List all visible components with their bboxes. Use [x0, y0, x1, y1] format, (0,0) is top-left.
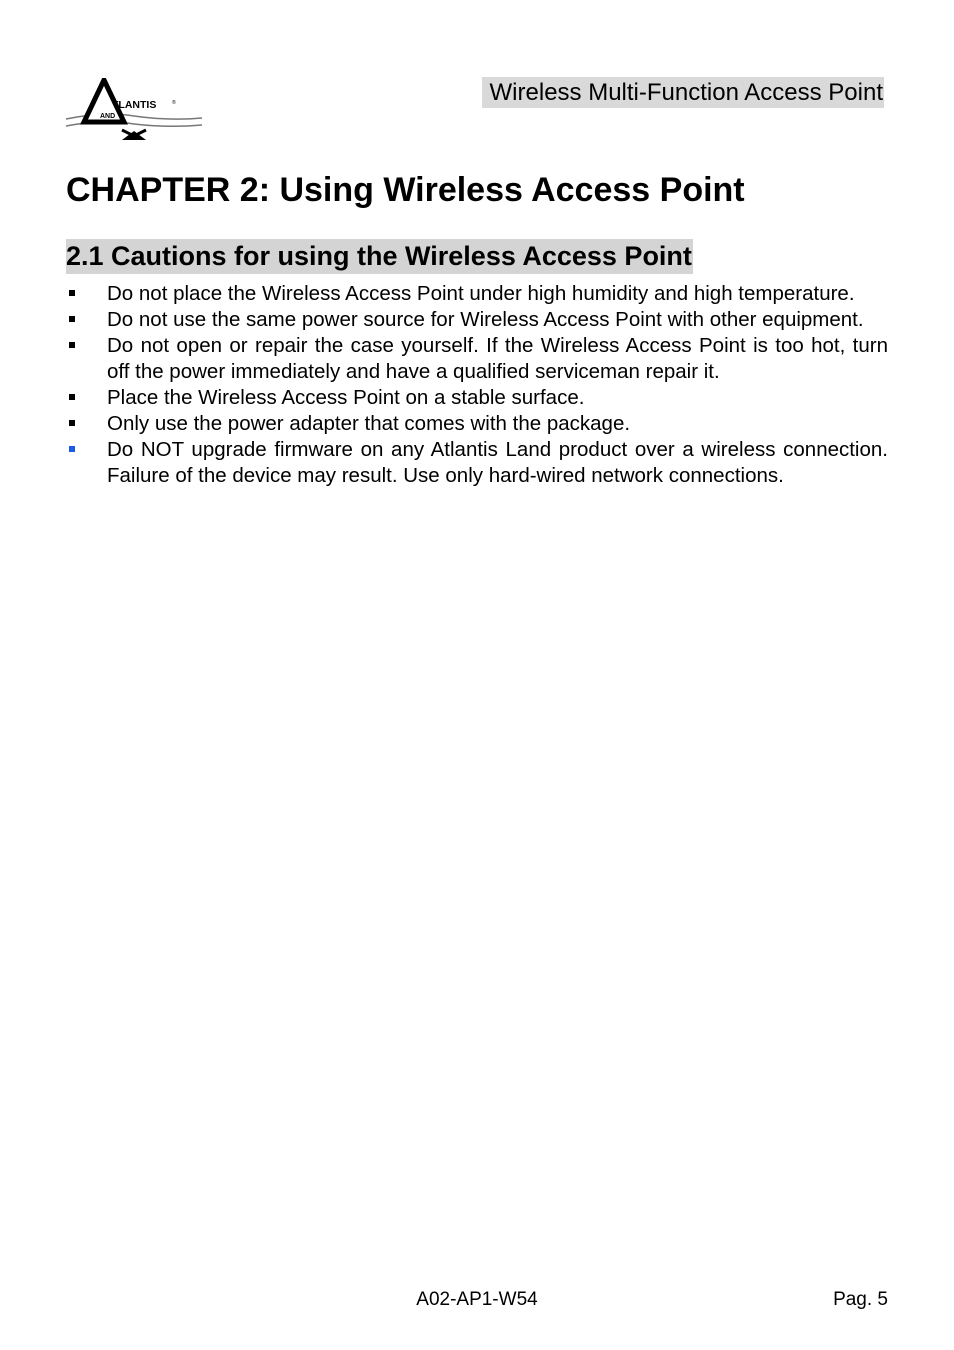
bullet-square-icon [69, 420, 75, 426]
logo-subtext: AND [100, 113, 116, 120]
footer-doc-code: A02-AP1-W54 [416, 1289, 538, 1310]
bullet-square-icon [69, 316, 75, 322]
footer-page-number: Pag. 5 [833, 1289, 888, 1310]
list-item-text: Do not open or repair the case yourself. If the Wireless Access Point is too hot, turn off the power immediately and have a qualified serviceman repair it. [107, 334, 888, 383]
list-item [66, 307, 888, 333]
section-title: 2.1 Cautions for using the Wireless Access Point [66, 239, 693, 274]
bullet-square-icon [69, 394, 75, 400]
atlantis-land-logo [64, 78, 204, 140]
list-item [66, 281, 888, 307]
logo-text: TLANTIS [112, 99, 157, 111]
list-item-text: Place the Wireless Access Point on a stable surface. [107, 386, 585, 409]
bullet-square-icon [69, 446, 75, 452]
list-item-text: Only use the power adapter that comes with the package. [107, 412, 631, 435]
list-item [66, 385, 888, 411]
cautions-list [66, 281, 888, 489]
chapter-title: CHAPTER 2: Using Wireless Access Point [66, 171, 745, 209]
list-item-text: Do NOT upgrade firmware on any Atlantis Land product over a wireless connection. Failure of the device may result. Use only hard-wired network connections. [107, 438, 888, 487]
list-item [66, 437, 888, 489]
list-item-text: Do not place the Wireless Access Point under high humidity and high temperature. [107, 282, 855, 305]
logo-registered-mark: ® [172, 100, 176, 106]
list-item [66, 411, 888, 437]
list-item-text: Do not use the same power source for Wireless Access Point with other equipment. [107, 308, 864, 331]
bullet-square-icon [69, 342, 75, 348]
logo-graphic [64, 78, 204, 140]
list-item [66, 333, 888, 385]
bullet-square-icon [69, 290, 75, 296]
header-title: Wireless Multi-Function Access Point [482, 77, 884, 108]
